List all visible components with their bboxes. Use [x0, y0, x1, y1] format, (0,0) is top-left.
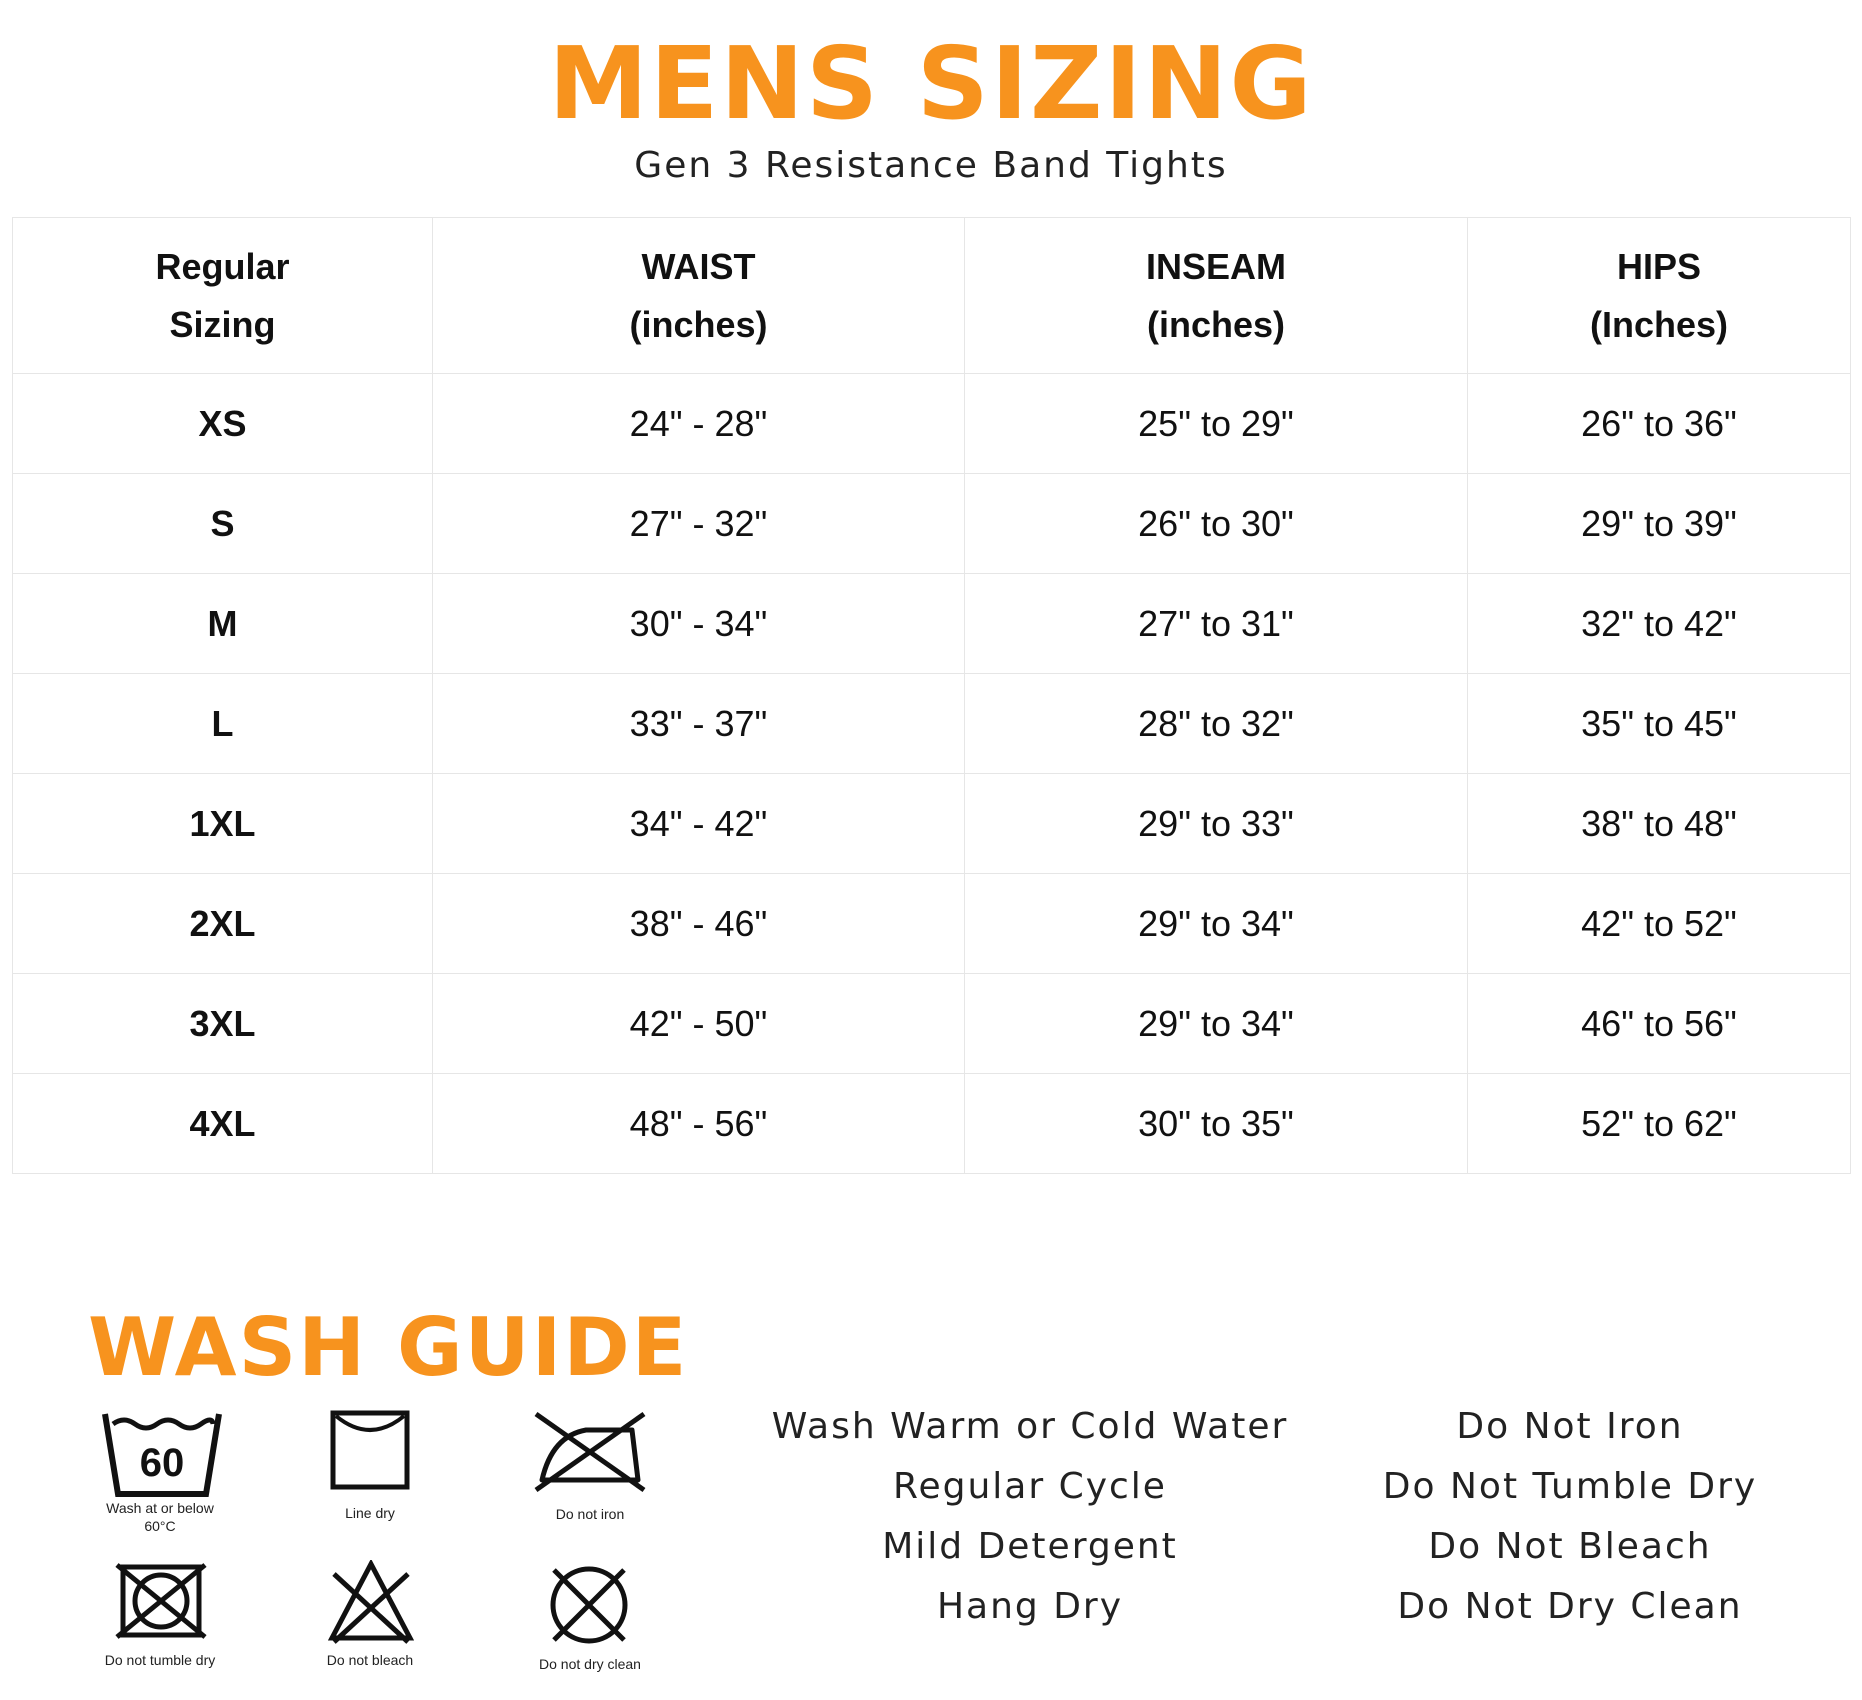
hips-cell: 29" to 39"	[1468, 474, 1851, 574]
size-cell: 4XL	[13, 1074, 433, 1174]
inseam-cell: 25" to 29"	[965, 374, 1468, 474]
instruction-item: Do Not Tumble Dry	[1382, 1466, 1758, 1507]
hips-cell: 26" to 36"	[1468, 374, 1851, 474]
size-cell: 2XL	[13, 874, 433, 974]
table-row	[13, 974, 1851, 1074]
hips-cell: 32" to 42"	[1468, 574, 1851, 674]
table-row	[13, 874, 1851, 974]
wash-instructions-right	[1330, 1397, 1810, 1637]
hips-cell: 46" to 56"	[1468, 974, 1851, 1074]
wash-60-icon	[101, 1406, 223, 1500]
table-row	[13, 1074, 1851, 1174]
do-not-tumble-dry-icon	[114, 1563, 208, 1639]
table-row	[13, 374, 1851, 474]
inseam-cell: 28" to 32"	[965, 674, 1468, 774]
do-not-iron-label: Do not iron	[555, 1506, 625, 1522]
hips-cell: 35" to 45"	[1468, 674, 1851, 774]
header-hips: HIPS (Inches)	[1468, 218, 1851, 374]
table-row	[13, 574, 1851, 674]
size-cell: 1XL	[13, 774, 433, 874]
do-not-iron-icon	[532, 1410, 648, 1494]
waist-cell: 34" - 42"	[433, 774, 965, 874]
wash-instructions-left	[720, 1397, 1340, 1637]
waist-cell: 42" - 50"	[433, 974, 965, 1074]
inseam-cell: 29" to 34"	[965, 974, 1468, 1074]
inseam-cell: 26" to 30"	[965, 474, 1468, 574]
size-cell: XS	[13, 374, 433, 474]
hips-cell: 52" to 62"	[1468, 1074, 1851, 1174]
waist-cell: 33" - 37"	[433, 674, 965, 774]
wash-guide-title: WASH GUIDE	[88, 1301, 689, 1394]
table-row	[13, 774, 1851, 874]
instruction-item: Mild Detergent	[882, 1526, 1178, 1567]
line-dry-icon	[330, 1410, 410, 1490]
page-title: MENS SIZING	[548, 25, 1314, 142]
wash-60-label: Wash at or below 60°C	[106, 1500, 214, 1534]
waist-cell: 38" - 46"	[433, 874, 965, 974]
table-row	[13, 674, 1851, 774]
instruction-item: Do Not Bleach	[1428, 1526, 1712, 1567]
hips-cell: 42" to 52"	[1468, 874, 1851, 974]
inseam-cell: 29" to 33"	[965, 774, 1468, 874]
waist-cell: 24" - 28"	[433, 374, 965, 474]
header-regular-sizing: Regular Sizing	[13, 218, 433, 374]
size-cell: M	[13, 574, 433, 674]
table-header-row	[13, 218, 1851, 374]
instruction-item: Do Not Dry Clean	[1397, 1586, 1743, 1627]
waist-cell: 27" - 32"	[433, 474, 965, 574]
inseam-cell: 30" to 35"	[965, 1074, 1468, 1174]
inseam-cell: 27" to 31"	[965, 574, 1468, 674]
do-not-dry-clean-label: Do not dry clean	[539, 1656, 641, 1672]
waist-cell: 48" - 56"	[433, 1074, 965, 1174]
size-chart-table	[12, 217, 1851, 1174]
inseam-cell: 29" to 34"	[965, 874, 1468, 974]
instruction-item: Hang Dry	[936, 1586, 1124, 1627]
page-subtitle: Gen 3 Resistance Band Tights	[634, 145, 1228, 186]
header-inseam: INSEAM (inches)	[965, 218, 1468, 374]
waist-cell: 30" - 34"	[433, 574, 965, 674]
size-cell: 3XL	[13, 974, 433, 1074]
size-cell: L	[13, 674, 433, 774]
hips-cell: 38" to 48"	[1468, 774, 1851, 874]
instruction-item: Regular Cycle	[893, 1466, 1167, 1507]
header-waist: WAIST (inches)	[433, 218, 965, 374]
instruction-item: Wash Warm or Cold Water	[771, 1406, 1289, 1447]
size-cell: S	[13, 474, 433, 574]
instruction-item: Do Not Iron	[1456, 1406, 1684, 1447]
do-not-bleach-label: Do not bleach	[326, 1652, 414, 1668]
do-not-bleach-icon	[328, 1560, 414, 1644]
do-not-dry-clean-icon	[546, 1562, 632, 1648]
wash-temperature-number: 60	[139, 1441, 185, 1485]
line-dry-label: Line dry	[345, 1505, 395, 1521]
do-not-tumble-dry-label: Do not tumble dry	[104, 1652, 216, 1668]
table-row	[13, 474, 1851, 574]
